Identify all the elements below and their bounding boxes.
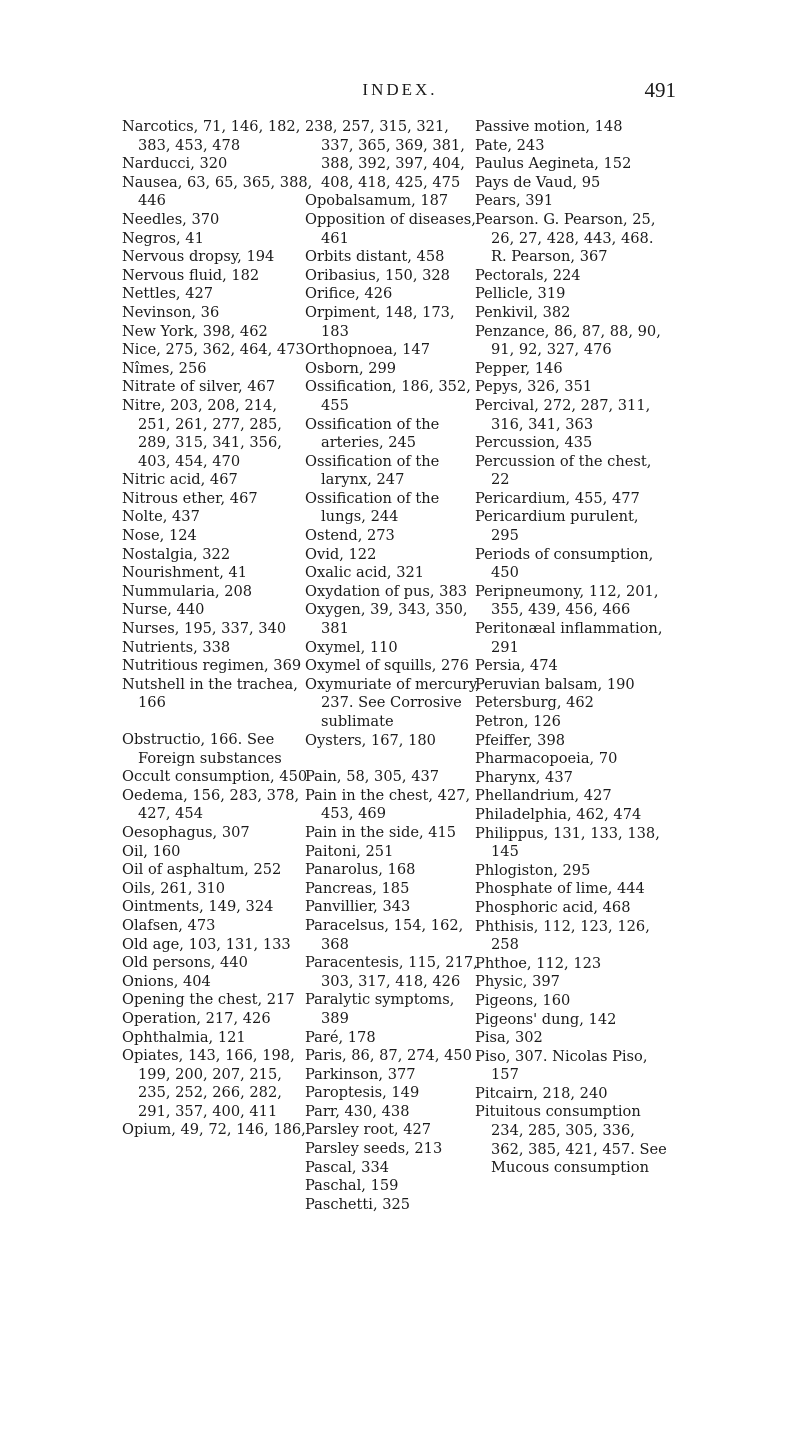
index-entry: Nervous fluid, 182 — [122, 266, 260, 284]
index-entry: Opium, 49, 72, 146, 186, — [122, 1121, 306, 1139]
index-entry: Opening the chest, 217 — [122, 991, 295, 1009]
index-entry: Parkinson, 377 — [305, 1065, 416, 1083]
index-entry: Oxymuriate of mercury, 237. See Corrosive sublimate — [305, 675, 480, 730]
index-entry: 238, 257, 315, 321, 337, 365, 369, 381, 388, 392, 397, 404, 408, 418, 425, 475 — [305, 118, 465, 191]
index-entry: Passive motion, 148 — [475, 118, 623, 135]
index-entry: Oribasius, 150, 328 — [305, 266, 450, 284]
index-entry: Ophthalmia, 121 — [122, 1028, 246, 1046]
index-entry: Piso, 307. Nicolas Piso, 157 — [475, 1047, 648, 1084]
index-entry: Nutrients, 338 — [122, 638, 231, 656]
index-entry: Ointments, 149, 324 — [122, 898, 274, 916]
index-entry: Ostend, 273 — [305, 527, 395, 545]
index-entry: Osborn, 299 — [305, 359, 397, 377]
index-entry: Parsley seeds, 213 — [305, 1140, 443, 1158]
index-entry: Nurses, 195, 337, 340 — [122, 620, 287, 638]
index-entry: Opobalsamum, 187 — [305, 192, 449, 210]
index-entry: Pigeons' dung, 142 — [475, 1010, 617, 1028]
index-entry: Peripneumony, 112, 201, 355, 439, 456, 466 — [475, 582, 659, 619]
index-entry: Nitrate of silver, 467 — [122, 378, 276, 396]
index-entry: Narducci, 320 — [122, 155, 228, 173]
index-entry: Operation, 217, 426 — [122, 1009, 271, 1027]
index-entry: Nitre, 203, 208, 214, 251, 261, 277, 285, 289, 315, 341, 356, 403, 454, 470 — [122, 396, 282, 470]
index-entry: Nose, 124 — [122, 527, 197, 545]
index-entry: Peruvian balsam, 190 — [475, 675, 635, 693]
page-number: 491 — [644, 78, 676, 102]
index-entry: Phosphoric acid, 468 — [475, 898, 631, 916]
index-column-1 — [122, 118, 314, 1140]
index-entry: Parr, 430, 438 — [305, 1102, 410, 1120]
index-entry: Oil of asphaltum, 252 — [122, 861, 282, 879]
index-entry: Oxymel of squills, 276 — [305, 657, 469, 675]
index-entry: Pears, 391 — [475, 192, 554, 210]
index-entry: Percussion, 435 — [475, 434, 593, 452]
page-header — [0, 78, 800, 108]
index-entry: Obstructio, 166. See Foreign substances — [122, 731, 282, 767]
index-entry: Narcotics, 71, 146, 182, 383, 453, 478 — [122, 118, 301, 154]
index-entry: Peritonæal inflammation, 291 — [475, 620, 663, 656]
index-entry: Paracentesis, 115, 217, 303, 317, 418, 426 — [305, 954, 478, 990]
index-entry: Nostalgia, 322 — [122, 545, 231, 563]
index-column-2 — [305, 118, 483, 1214]
index-entry: Pituitous consumption 234, 285, 305, 336, 362, 385, 421, 457. See Mucous consumption — [475, 1103, 667, 1177]
index-entry: Oxymel, 110 — [305, 638, 398, 656]
index-entry: Pisa, 302 — [475, 1029, 543, 1047]
index-entry: Oils, 261, 310 — [122, 879, 226, 897]
index-entry: Pharmacopoeia, 70 — [475, 750, 618, 768]
index-entry: New York, 398, 462 — [122, 322, 268, 340]
index-entry: Orbits distant, 458 — [305, 248, 445, 266]
index-entry: Onions, 404 — [122, 972, 211, 990]
index-entry: Opposition of diseases, 461 — [305, 210, 476, 247]
index-entry: Pascal, 334 — [305, 1158, 390, 1176]
index-entry: Percussion of the chest, 22 — [475, 452, 652, 489]
index-entry: Nettles, 427 — [122, 285, 214, 303]
index-entry: Paré, 178 — [305, 1028, 376, 1046]
index-entry: Phlogiston, 295 — [475, 861, 591, 879]
index-entry: Phosphate of lime, 444 — [475, 880, 645, 898]
index-entry: Nevinson, 36 — [122, 303, 220, 321]
index-entry: Oesophagus, 307 — [122, 823, 250, 841]
index-entry: Pain, 58, 305, 437 — [305, 768, 440, 786]
index-entry: Paitoni, 251 — [305, 842, 394, 860]
index-entry: Pigeons, 160 — [475, 991, 571, 1009]
index-entry: Penkivil, 382 — [475, 303, 571, 321]
index-entry: Nourishment, 41 — [122, 564, 248, 582]
index-entry: Pfeiffer, 398 — [475, 731, 566, 749]
index-entry: Paralytic symptoms, 389 — [305, 991, 455, 1027]
index-entry: Phthisis, 112, 123, 126, 258 — [475, 917, 650, 954]
index-entry: Pain in the side, 415 — [305, 823, 457, 841]
index-entry: Periods of consumption, 450 — [475, 545, 654, 582]
index-entry: Oxygen, 39, 343, 350, 381 — [305, 601, 468, 638]
index-entry: Paschetti, 325 — [305, 1195, 411, 1213]
index-entry: Nolte, 437 — [122, 508, 200, 526]
index-entry: Persia, 474 — [475, 657, 558, 675]
index-entry: Nîmes, 256 — [122, 359, 207, 377]
index-entry: Nurse, 440 — [122, 601, 205, 619]
index-entry: Parsley root, 427 — [305, 1121, 432, 1139]
index-entry: Pepys, 326, 351 — [475, 378, 593, 396]
index-entry: Nervous dropsy, 194 — [122, 248, 275, 266]
index-entry: Olafsen, 473 — [122, 916, 216, 934]
letter-section-gap — [122, 713, 314, 731]
index-entry: Phthoe, 112, 123 — [475, 954, 602, 972]
index-entry: Paschal, 159 — [305, 1177, 399, 1195]
index-entry: Penzance, 86, 87, 88, 90, 91, 92, 327, 476 — [475, 322, 661, 359]
index-entry: Nausea, 63, 65, 365, 388, 446 — [122, 173, 313, 210]
index-entry: Oysters, 167, 180 — [305, 731, 436, 749]
index-entry: Pericardium purulent, 295 — [475, 508, 639, 545]
index-entry: Pectorals, 224 — [475, 266, 581, 284]
index-entry: Philadelphia, 462, 474 — [475, 805, 642, 823]
index-entry: Nummularia, 208 — [122, 582, 253, 600]
index-entry: Pericardium, 455, 477 — [475, 489, 640, 507]
index-entry: Pays de Vaud, 95 — [475, 173, 601, 191]
index-entry: Petron, 126 — [475, 713, 561, 730]
index-entry: Ossification of the lungs, 244 — [305, 489, 440, 526]
index-entry: Nutritious regimen, 369 — [122, 657, 302, 675]
index-entry: Ovid, 122 — [305, 545, 377, 563]
index-entry: Orthopnoea, 147 — [305, 341, 430, 359]
index-entry: Nitric acid, 467 — [122, 471, 238, 489]
index-entry: Nitrous ether, 467 — [122, 489, 258, 507]
index-entry: Old age, 103, 131, 133 — [122, 935, 291, 953]
index-entry: Oxydation of pus, 383 — [305, 582, 468, 600]
index-entry: Pearson. G. Pearson, 25, 26, 27, 428, 443, 468. R. Pearson, 367 — [475, 210, 656, 266]
index-entry: Pancreas, 185 — [305, 879, 410, 897]
index-entry: Physic, 397 — [475, 973, 560, 991]
index-entry: Orpiment, 148, 173, 183 — [305, 303, 455, 340]
index-entry: Pain in the chest, 427, 453, 469 — [305, 786, 471, 823]
index-entry: Pitcairn, 218, 240 — [475, 1084, 608, 1102]
index-entry: Paracelsus, 154, 162, 368 — [305, 916, 464, 953]
index-entry: Old persons, 440 — [122, 954, 248, 972]
letter-section-gap — [305, 750, 483, 768]
index-entry: Nice, 275, 362, 464, 473 — [122, 341, 305, 359]
index-entry: Pharynx, 437 — [475, 768, 573, 786]
index-entry: Pepper, 146 — [475, 359, 563, 377]
index-entry: Philippus, 131, 133, 138, 145 — [475, 824, 660, 861]
index-entry: Opiates, 143, 166, 198, 199, 200, 207, 215, 235, 252, 266, 282, 291, 357, 400, 411 — [122, 1047, 295, 1120]
index-entry: Petersburg, 462 — [475, 694, 594, 712]
index-entry: Occult consumption, 450 — [122, 768, 308, 786]
index-entry: Oil, 160 — [122, 842, 181, 860]
index-entry: Nutshell in the trachea, 166 — [122, 675, 298, 712]
index-entry: Percival, 272, 287, 311, 316, 341, 363 — [475, 396, 651, 433]
index-entry: Negros, 41 — [122, 229, 204, 247]
index-entry: Orifice, 426 — [305, 285, 393, 303]
index-entry: Paris, 86, 87, 274, 450 — [305, 1047, 472, 1065]
running-title: INDEX. — [362, 80, 438, 99]
index-entry: Oxalic acid, 321 — [305, 564, 425, 582]
index-entry: Pellicle, 319 — [475, 285, 566, 303]
index-entry: Ossification, 186, 352, 455 — [305, 378, 471, 414]
index-entry: Paroptesis, 149 — [305, 1084, 420, 1102]
index-entry: Needles, 370 — [122, 210, 220, 228]
index-entry: Ossification of the larynx, 247 — [305, 452, 440, 489]
index-entry: Panvillier, 343 — [305, 898, 411, 916]
index-entry: Paulus Aegineta, 152 — [475, 155, 632, 173]
index-entry: Oedema, 156, 283, 378, 427, 454 — [122, 786, 300, 823]
index-column-3 — [475, 118, 669, 1178]
index-entry: Ossification of the arteries, 245 — [305, 415, 440, 452]
index-entry: Panarolus, 168 — [305, 861, 416, 879]
index-entry: Pate, 243 — [475, 136, 545, 154]
index-entry: Phellandrium, 427 — [475, 787, 612, 805]
